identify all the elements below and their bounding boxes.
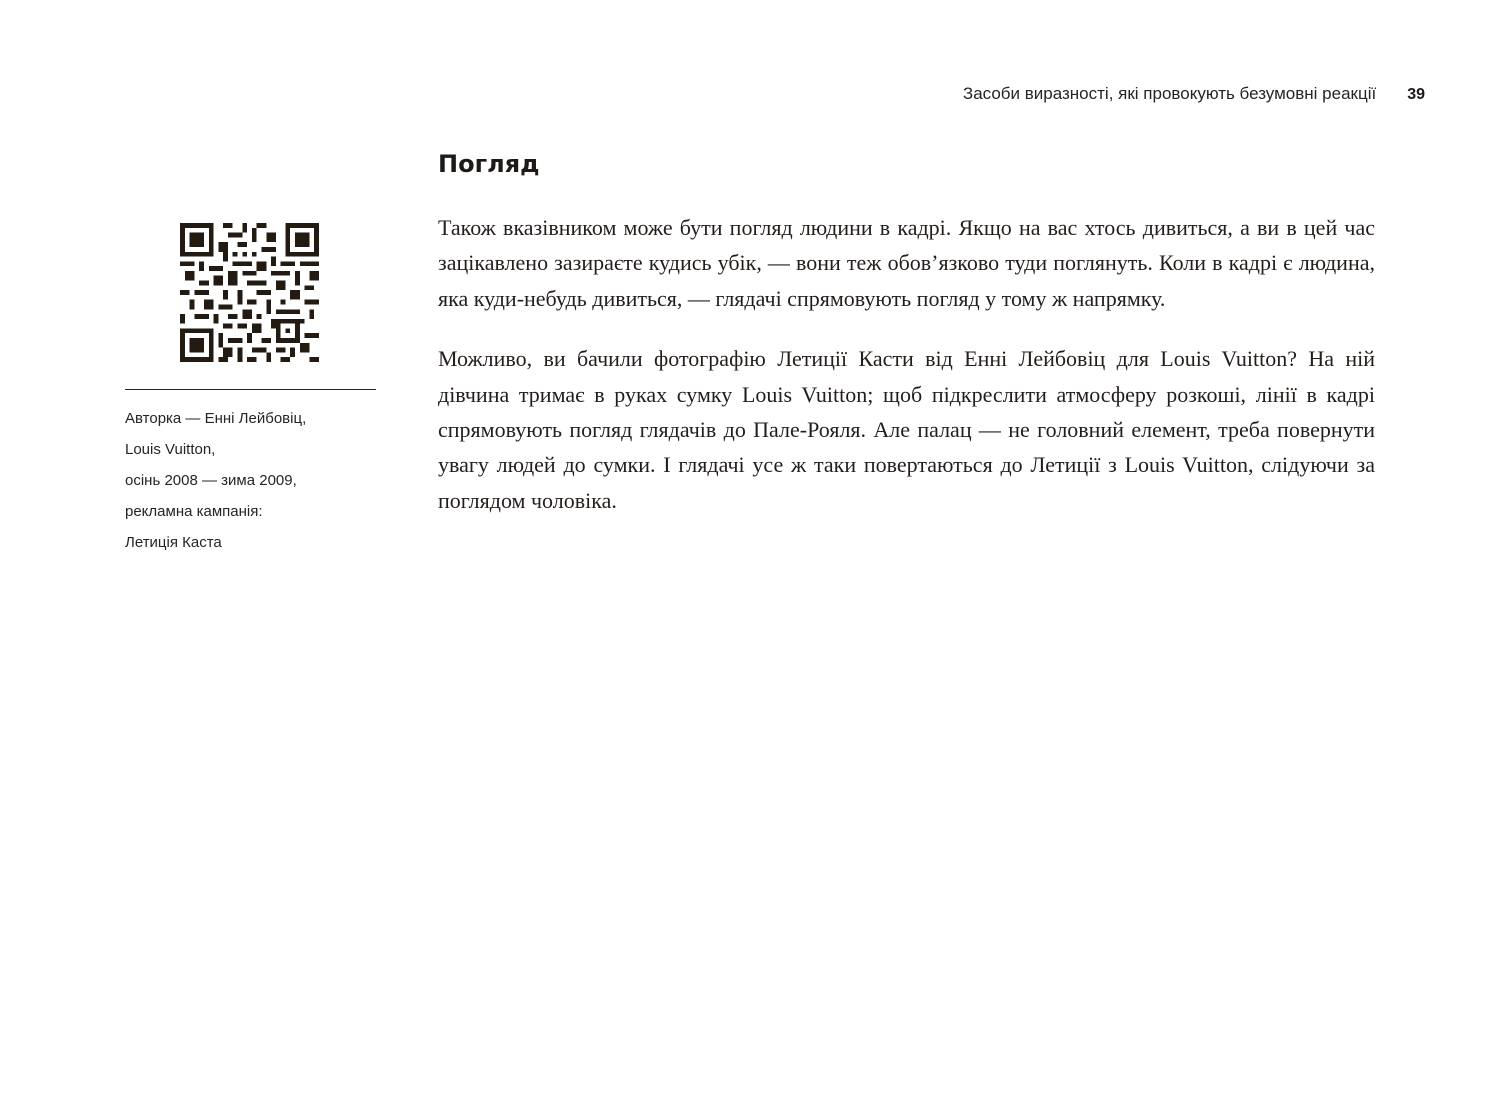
running-header: [963, 84, 1425, 104]
paragraph: Можливо, ви бачили фотографію Летиції Касти від Енні Лейбовіц для Louis Vuitton? На ній дівчина тримає в руках сумку Louis Vuitton; щоб підкреслити атмосферу розкоші, лінії в кадрі спрямовують погляд глядачів до Пале-Рояля. Але палац — не головний елемент, треба повернути увагу людей до сумки. І глядачі усе ж таки повертаються до Летиції з Louis Vuitton, слідуючи за поглядом чоловіка.: [438, 346, 1375, 513]
body-text: [438, 210, 1375, 543]
caption-divider: [125, 389, 376, 390]
caption-line: осінь 2008 — зима 2009,: [125, 472, 297, 489]
running-title: Засоби виразності, які провокують безумовні реакції: [962, 84, 1377, 103]
caption-line: Летиція Каста: [125, 534, 222, 551]
image-caption: [125, 403, 385, 558]
caption-line: Авторка — Енні Лейбовіц,: [125, 410, 307, 427]
paragraph: Також вказівником може бути погляд людини в кадрі. Якщо на вас хтось дивиться, а ви в цей час зацікавлено зазираєте кудись убік, — вони теж обов’язково туди поглянуть. Коли в кадрі є людина, яка куди-небудь дивиться, — глядачі спрямовують погляд у тому ж напрямку.: [438, 215, 1375, 311]
caption-line: рекламна кампанія:: [125, 503, 263, 520]
qr-code-icon[interactable]: [180, 223, 319, 362]
section-title: Погляд: [438, 150, 540, 178]
caption-line: Louis Vuitton,: [125, 441, 216, 458]
page-number: 39: [1407, 86, 1425, 103]
